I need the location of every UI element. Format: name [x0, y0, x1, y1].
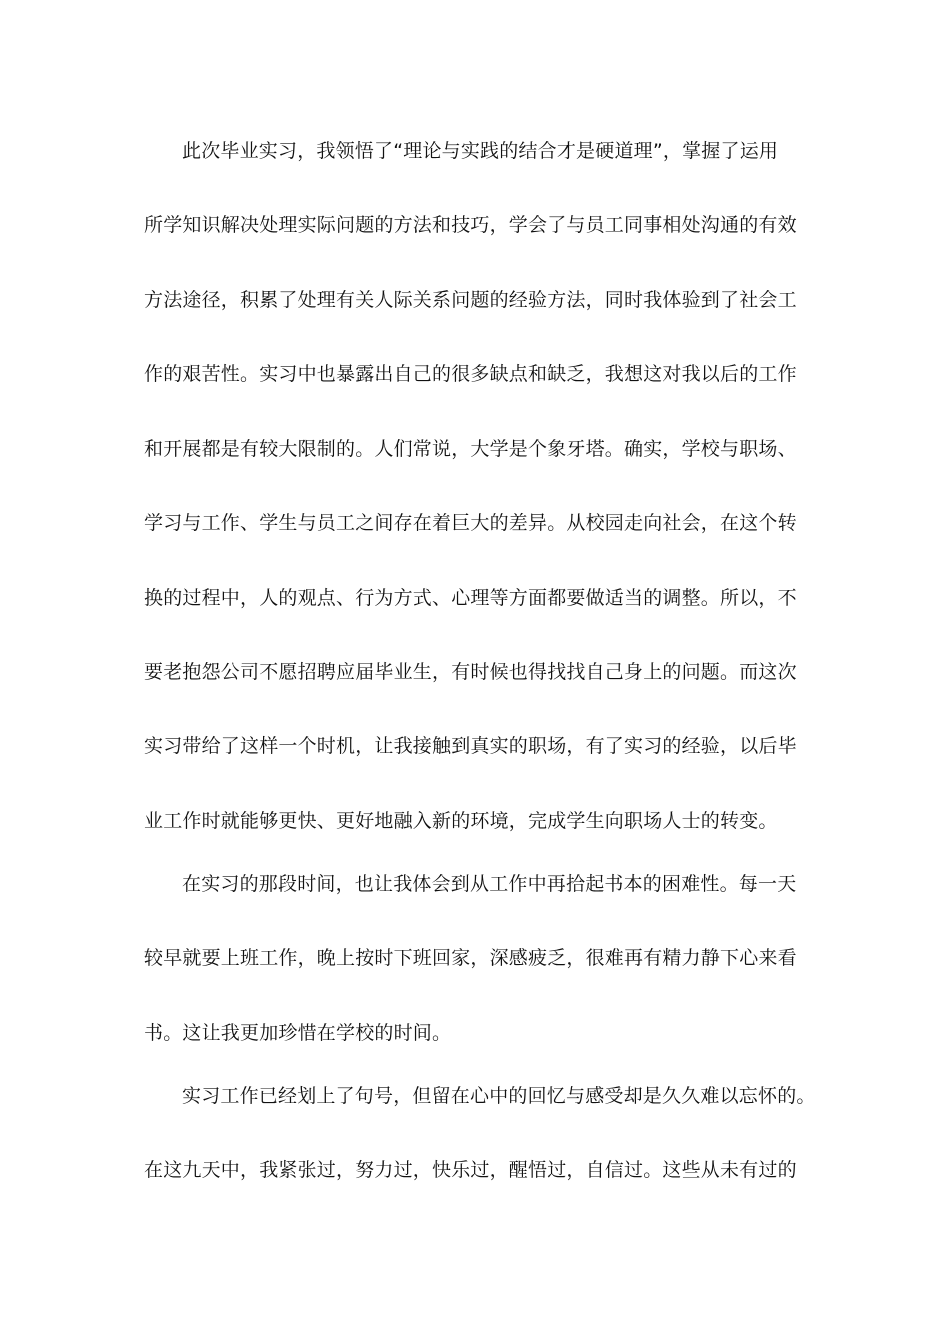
- paragraph-3-line-2: 在这九天中，我紧张过，努力过，快乐过，醒悟过，自信过。这些从未有过的: [144, 1159, 797, 1181]
- paragraph-1-line-1: 此次毕业实习，我领悟了“理论与实践的结合才是硬道理”，掌握了运用: [182, 140, 779, 162]
- paragraph-1-line-2: 所学知识解决处理实际问题的方法和技巧，学会了与员工同事相处沟通的有效: [144, 214, 797, 236]
- paragraph-1-line-3: 方法途径，积累了处理有关人际关系问题的经验方法，同时我体验到了社会工: [144, 289, 797, 311]
- paragraph-1-line-9: 实习带给了这样一个时机，让我接触到真实的职场，有了实习的经验，以后毕: [144, 735, 797, 757]
- paragraph-1-line-7: 换的过程中，人的观点、行为方式、心理等方面都要做适当的调整。所以，不: [144, 587, 797, 609]
- paragraph-1-line-6: 学习与工作、学生与员工之间存在着巨大的差异。从校园走向社会，在这个转: [144, 512, 797, 534]
- paragraph-3-line-1: 实习工作已经划上了句号，但留在心中的回忆与感受却是久久难以忘怀的。: [182, 1085, 816, 1107]
- paragraph-2-line-1: 在实习的那段时间，也让我体会到从工作中再拾起书本的困难性。每一天: [182, 873, 797, 895]
- paragraph-1-line-4: 作的艰苦性。实习中也暴露出自己的很多缺点和缺乏，我想这对我以后的工作: [144, 363, 797, 385]
- paragraph-2-line-2: 较早就要上班工作，晚上按时下班回家，深感疲乏，很难再有精力静下心来看: [144, 947, 797, 969]
- paragraph-1-line-8: 要老抱怨公司不愿招聘应届毕业生，有时候也得找找自己身上的问题。而这次: [144, 661, 797, 683]
- paragraph-1-line-10: 业工作时就能够更快、更好地融入新的环境，完成学生向职场人士的转变。: [144, 810, 778, 832]
- paragraph-2-line-3: 书。这让我更加珍惜在学校的时间。: [144, 1022, 452, 1044]
- paragraph-1-line-5: 和开展都是有较大限制的。人们常说，大学是个象牙塔。确实，学校与职场、: [144, 438, 797, 460]
